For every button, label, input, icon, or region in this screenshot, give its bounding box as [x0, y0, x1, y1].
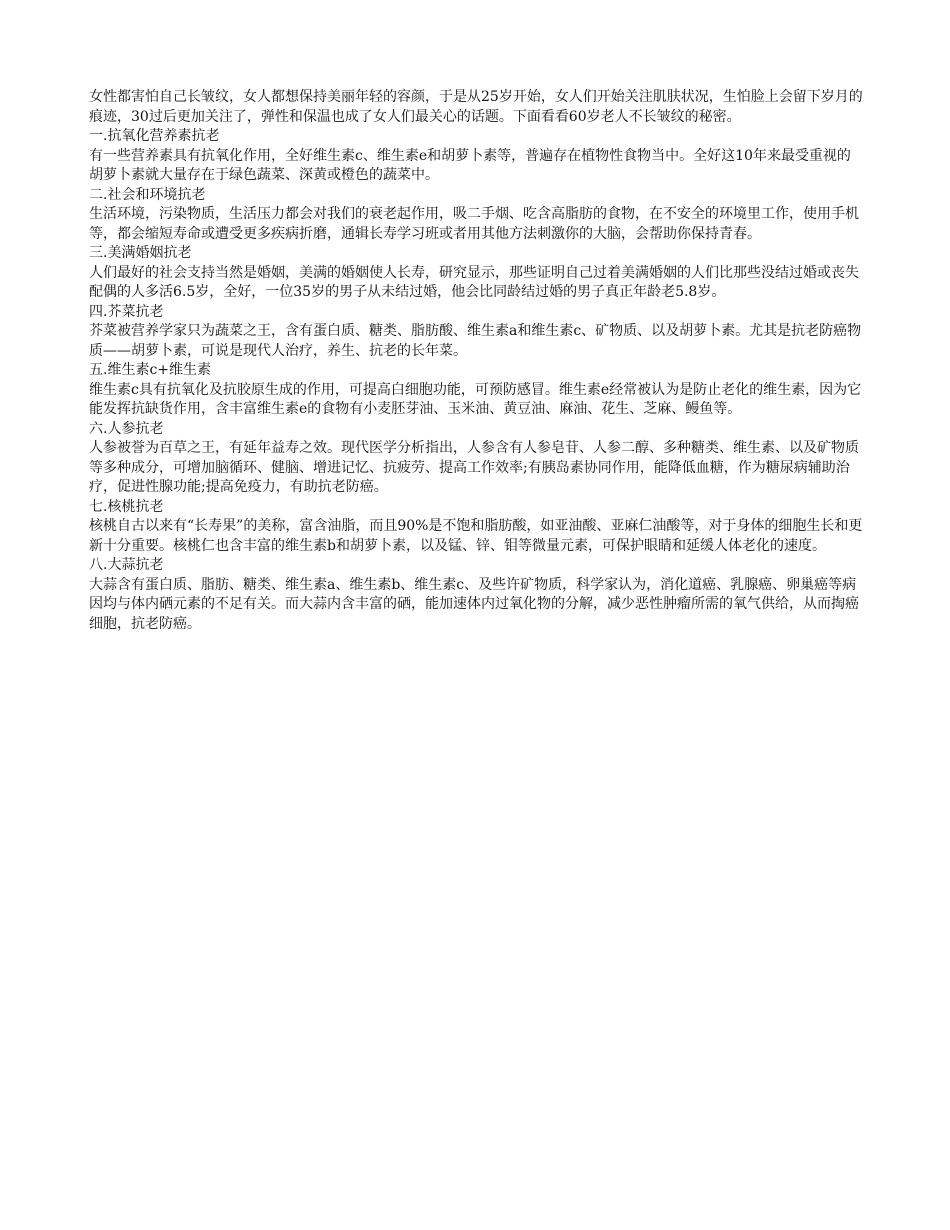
- section-body-walnut: 核桃自古以来有“长寿果”的美称，富含油脂，而且90%是不饱和脂肪酸，如亚油酸、亚麻仁油酸等，对于身体的细胞生长和更新十分重要。核桃仁也含丰富的维生素b和胡萝卜素，以及锰、锌、钼等微量元素，可保护眼睛和延缓人体老化的速度。: [89, 518, 863, 554]
- section-heading-marriage: 三.美满婚姻抗老: [89, 245, 192, 261]
- section-heading-antioxidant: 一.抗氧化营养素抗老: [89, 128, 220, 144]
- section-heading-walnut: 七.核桃抗老: [89, 498, 164, 515]
- section-body-social-environment: 生活环境，污染物质，生活压力都会对我们的衰老起作用，吸二手烟、吃含高脂肪的食物，在不安全的环境里工作，使用手机等，都会缩短寿命或遭受更多疾病折磨，通辑长寿学习班或者用其他方法刺激你的大脑，会帮助你保持青春。: [89, 206, 859, 242]
- section-body-ginseng: 人参被誉为百草之王，有延年益寿之效。现代医学分析指出，人参含有人参皂苷、人参二醇、多种糖类、维生素、以及矿物质等多种成分，可增加脑循环、健脑、增进记忆、抗疲劳、提高工作效率;有胰岛素协同作用，能降低血糖，作为糖尿病辅助治疗，促进性腺功能;提高免疫力，有助抗老防癌。: [89, 440, 859, 495]
- section-body-antioxidant: 有一些营养素具有抗氧化作用，全好维生素c、维生素e和胡萝卜素等，普遍存在植物性食物当中。全好这10年来最受重视的胡萝卜素就大量存在于绿色蔬菜、深黄或橙色的蔬菜中。: [89, 147, 851, 183]
- intro-paragraph: 女性都害怕自己长皱纹，女人都想保持美丽年轻的容颜，于是从25岁开始，女人们开始关注肌肤状况，生怕脸上会留下岁月的痕迹，30过后更加关注了，弹性和保温也成了女人们最关心的话题。下面看看60岁老人不长皱纹的秘密。: [89, 89, 863, 125]
- document-body: [89, 88, 864, 634]
- section-heading-mustard-greens: 四.芥菜抗老: [89, 303, 164, 320]
- section-heading-ginseng: 六.人参抗老: [89, 420, 164, 437]
- section-heading-social-environment: 二.社会和环境抗老: [89, 186, 206, 203]
- section-body-mustard-greens: 芥菜被营养学家只为蔬菜之王，含有蛋白质、糖类、脂肪酸、维生素a和维生素c、矿物质、以及胡萝卜素。尤其是抗老防癌物质——胡萝卜素，可说是现代人治疗，养生、抗老的长年菜。: [89, 323, 862, 359]
- section-heading-vitamins: 五.维生素c+维生素: [89, 362, 212, 378]
- section-body-vitamins: 维生素c具有抗氧化及抗胶原生成的作用，可提高白细胞功能，可预防感冒。维生素e经常被认为是防止老化的维生素，因为它能发挥抗缺货作用，含丰富维生素e的食物有小麦胚芽油、玉米油、黄豆油、麻油、花生、芝麻、鳗鱼等。: [89, 381, 862, 417]
- section-body-marriage: 人们最好的社会支持当然是婚姻，美满的婚姻使人长寿，研究显示，那些证明自己过着美满婚姻的人们比那些没结过婚或丧失配偶的人多活6.5岁，全好，一位35岁的男子从未结过婚，他会比同龄结过婚的男子真正年龄老5.8岁。: [89, 264, 859, 300]
- section-body-garlic: 大蒜含有蛋白质、脂肪、糖类、维生素a、维生素b、维生素c、及些许矿物质，科学家认为，消化道癌、乳腺癌、卵巢癌等病因均与体内硒元素的不足有关。而大蒜内含丰富的硒，能加速体内过氧化物的分解，减少恶性肿瘤所需的氧气供给，从而掏癌细胞，抗老防癌。: [89, 576, 859, 632]
- section-heading-garlic: 八.大蒜抗老: [89, 557, 164, 573]
